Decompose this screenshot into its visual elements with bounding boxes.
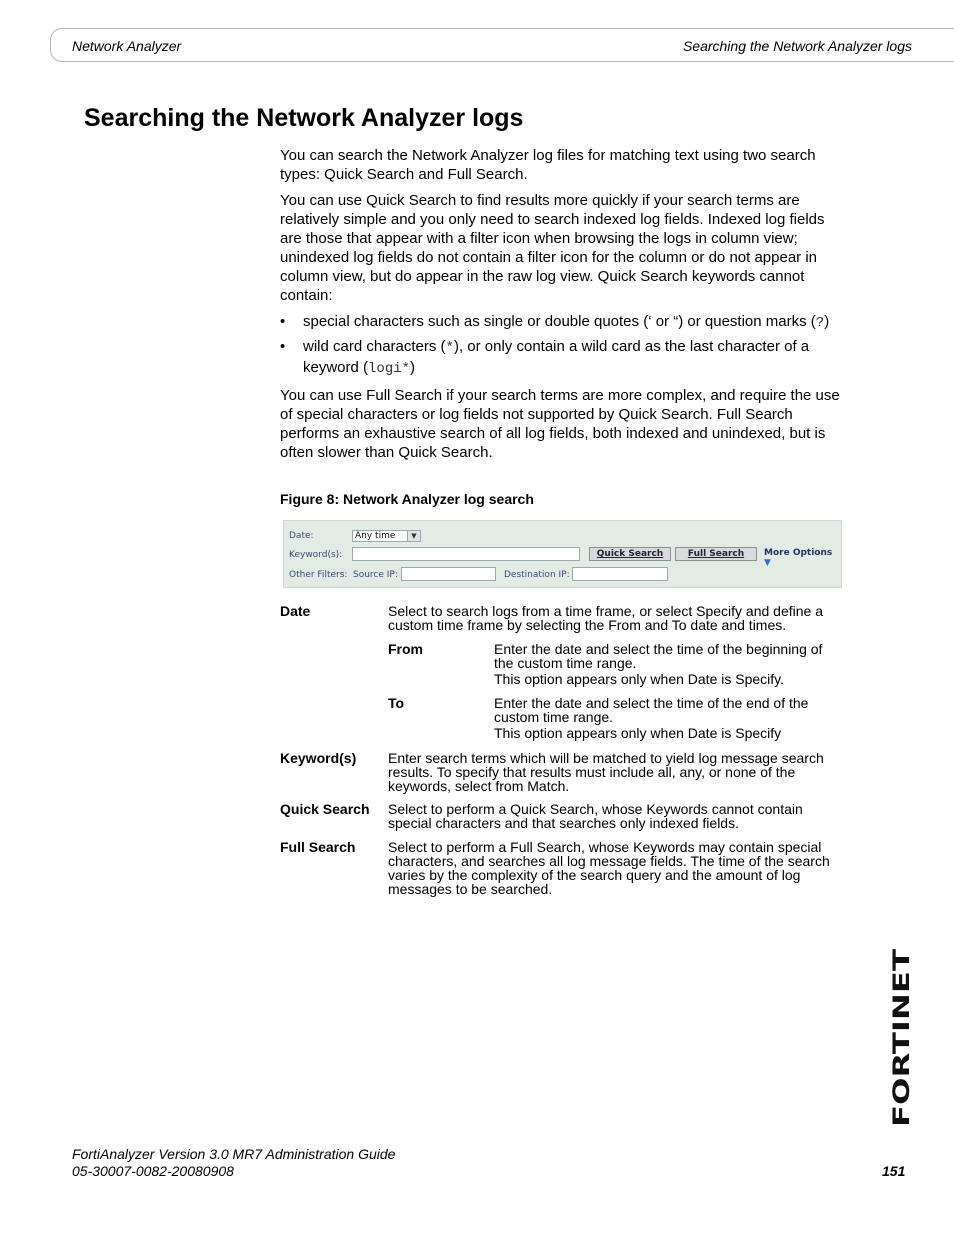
log-search-figure bbox=[283, 520, 842, 588]
paragraph-quick-search: You can use Quick Search to find results more quickly if your search terms are relatively simple and you only need to search indexed log fields. Indexed log fields are those that appear with a filter icon when browsing the logs in column view; unindexed log fields do not contain a filter icon for the column or do not appear in column view, but do appear in the raw log view. Quick Search keywords cannot contain: bbox=[280, 192, 825, 304]
footer-guide-title: FortiAnalyzer Version 3.0 MR7 Administration Guide bbox=[72, 1146, 396, 1162]
def-quick-search: Select to perform a Quick Search, whose Keywords cannot contain special characters and that searches only indexed fields. bbox=[388, 801, 803, 831]
note-to: This option appears only when Date is Specify bbox=[494, 725, 782, 741]
destination-ip-input[interactable] bbox=[572, 567, 668, 581]
source-ip-input[interactable] bbox=[401, 567, 496, 581]
figure-caption: Figure 8: Network Analyzer log search bbox=[280, 491, 534, 507]
fortinet-logo bbox=[890, 942, 915, 1128]
def-keywords: Enter search terms which will be matched to yield log message search results. To specify that results must include all, any, or none of the keywords, select from Match. bbox=[388, 750, 824, 794]
paragraph-full-search: You can use Full Search if your search terms are more complex, and require the use of special characters or log fields not supported by Quick Search. Full Search performs an exhaustive search of all log fields, both indexed and unindexed, but is often slower than Quick Search. bbox=[280, 387, 840, 461]
source-ip-label: Source IP: bbox=[353, 570, 398, 580]
full-search-button[interactable]: Full Search bbox=[675, 547, 757, 561]
paragraph-intro: You can search the Network Analyzer log files for matching text using two search types: Quick Search and Full Search. bbox=[280, 147, 816, 183]
def-to: Enter the date and select the time of the end of the custom time range. This option appears only when Date is Specify bbox=[494, 696, 832, 740]
body-text bbox=[280, 146, 840, 469]
more-options-link[interactable]: More Options ▼ bbox=[764, 548, 833, 568]
bullet-icon: • bbox=[280, 338, 286, 355]
page-number: 151 bbox=[882, 1163, 906, 1179]
svg-text:FORTINET: FORTINET bbox=[890, 1005, 915, 1127]
def-date: Select to search logs from a time frame, or select Specify and define a custom time frame by selecting the From and To date and times. bbox=[388, 603, 823, 633]
header-section: Searching the Network Analyzer logs bbox=[682, 38, 912, 54]
destination-ip-label: Destination IP: bbox=[504, 570, 570, 580]
keywords-label: Keyword(s): bbox=[289, 550, 343, 560]
footer-doc-number: 05-30007-0082-20080908 bbox=[72, 1163, 234, 1179]
term-from: From bbox=[388, 641, 423, 657]
list-item: • special characters such as single or double quotes (‘ or “) or question marks (?) bbox=[280, 313, 830, 331]
quick-search-button[interactable]: Quick Search bbox=[589, 547, 671, 561]
date-label: Date: bbox=[289, 531, 314, 541]
term-quick-search: Quick Search bbox=[280, 801, 370, 817]
other-filters-label: Other Filters: bbox=[289, 570, 348, 580]
def-from: Enter the date and select the time of the beginning of the custom time range. This option appears only when Date is Specify. bbox=[494, 642, 832, 686]
term-full-search: Full Search bbox=[280, 839, 356, 855]
term-to: To bbox=[388, 695, 405, 711]
def-full-search: Select to perform a Full Search, whose Keywords may contain special characters, and searches all log message fields. The time of the search varies by the complexity of the search query and the amount of log messages to be searched. bbox=[388, 839, 830, 897]
restriction-list bbox=[280, 312, 840, 379]
date-select[interactable]: Any time ▼ bbox=[352, 530, 421, 542]
list-item: • wild card characters (*), or only contain a wild card as the last character of a keyword (logi*) bbox=[280, 338, 810, 377]
term-keywords: Keyword(s) bbox=[280, 750, 357, 766]
term-date: Date bbox=[280, 603, 311, 619]
header-chapter: Network Analyzer bbox=[72, 38, 182, 54]
page-title: Searching the Network Analyzer logs bbox=[84, 104, 524, 132]
note-from: This option appears only when Date is Specify. bbox=[494, 671, 785, 687]
chevron-down-icon: ▼ bbox=[407, 531, 420, 541]
bullet-icon: • bbox=[280, 313, 286, 330]
caret-down-icon: ▼ bbox=[764, 558, 771, 568]
keywords-input[interactable] bbox=[352, 547, 580, 561]
running-header bbox=[50, 28, 954, 62]
